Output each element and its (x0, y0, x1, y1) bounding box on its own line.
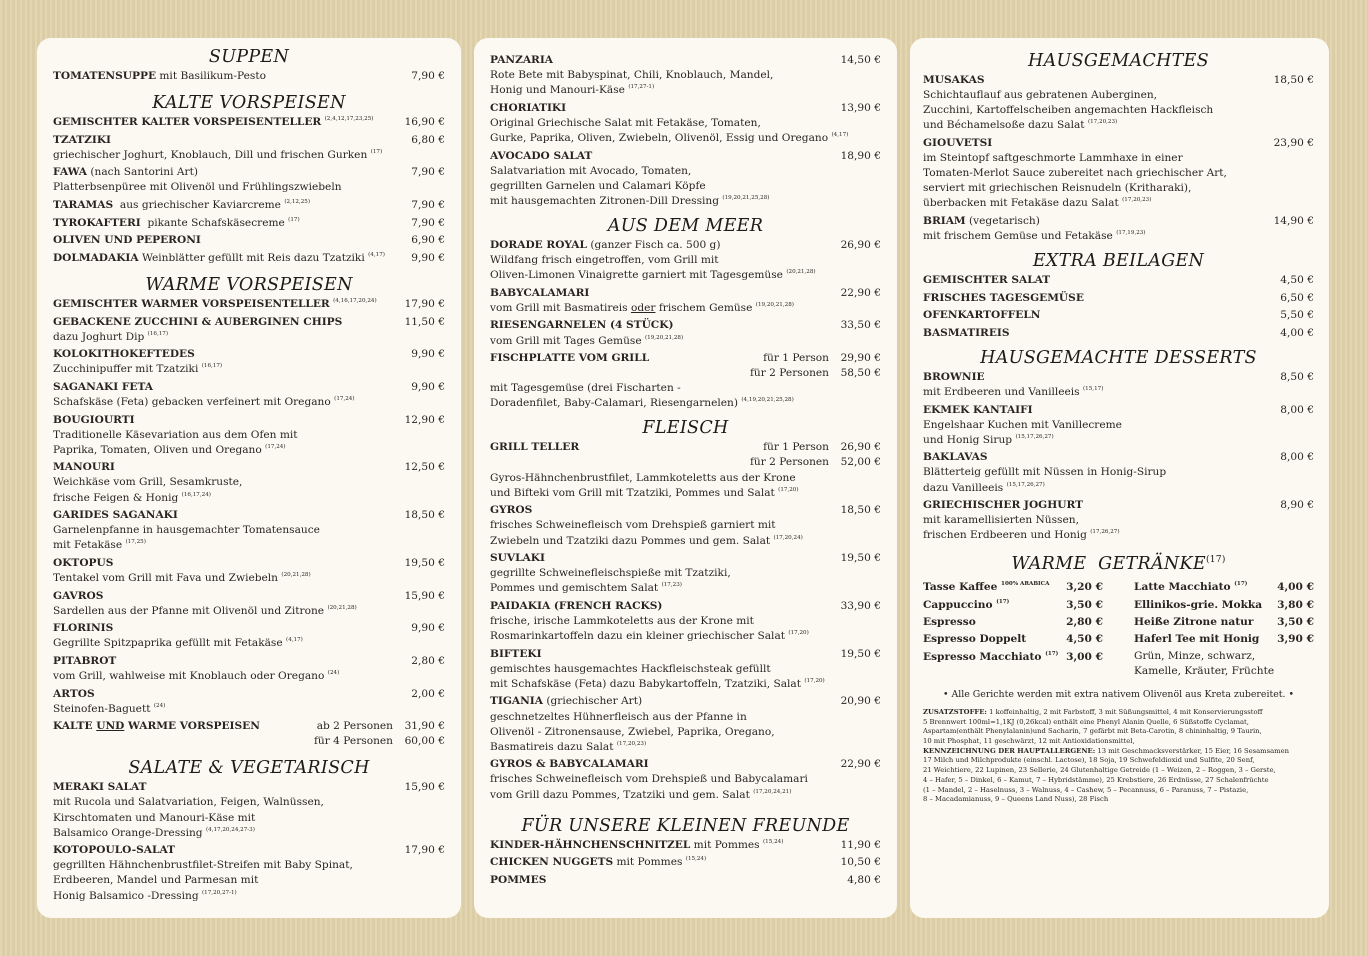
menu-item: TIGANIA (griechischer Art) geschnetzeltes Hühnerfleisch aus der Pfanne in Olivenöl - Zitronensause, Zwiebel, Paprika, Oregano, Basmatireis dazu Salat $^{(17,20,23)}$ 20,90 € (490, 695, 881, 753)
menu-item: GEMISCHTER WARMER VORSPEISENTELLER $^{(4,16,17,20,24)}$ 17,90 € (53, 297, 445, 310)
menu-item: GEMISCHTER SALAT 4,50 € (923, 274, 1314, 287)
item-price: 7,90 € (411, 70, 445, 82)
menu-column-2 (474, 38, 897, 918)
menu-item: KALTE UND WARME VORSPEISEN ab 2 Personen 31,90 € für 4 Personen 60,00 € (53, 720, 445, 748)
menu-item: TARAMAS aus griechischer Kaviarcreme $^{(2,12,25)}$ 7,90 € (53, 199, 445, 212)
section-title-meer: AUS DEM MEER (607, 215, 764, 236)
menu-item: BIFTEKI gemischtes hausgemachtes Hackfleischsteak gefüllt mit Schafskäse (Feta) dazu Babykartoffeln, Tzatziki, Salat $^{(17,20)}$ 19,50 € (490, 647, 881, 690)
menu-item: BASMATIREIS 4,00 € (923, 326, 1314, 339)
section-title-hausgemachtes: HAUSGEMACHTES (1028, 51, 1209, 71)
drinks-list: Tasse Kaffee $^{100\% ARABICA}$ 3,20 € Cappuccino $^{(17)}$ 3,50 € Espresso 2,80 € Espresso Doppelt 4,50 € Espresso Macchiato $^{(17)}$ 3,00 € Latte Macchiato $^{(17)}$ 4,00 € Ellinikos-grie. Mokka 3,80 € Heiße Zitrone natur 3,50 € Haferl Tee mit Honig 3,90 € Grün, Minze, schwarz, Kamelle, Kräuter, Früchte (923, 581, 1314, 677)
menu-item: BOUGIOURTI Traditionelle Käsevariation aus dem Ofen mit Paprika, Tomaten, Oliven und Oregano $^{(17,24)}$ 12,90 € (53, 413, 445, 456)
menu-item: KOLOKITHOKEFTEDES Zucchinipuffer mit Tzatziki $^{(16,17)}$ 9,90 € (53, 348, 445, 376)
menu-item: OLIVEN UND PEPERONI 6,90 € (53, 234, 445, 247)
menu-item: FRISCHES TAGESGEMÜSE 6,50 € (923, 291, 1314, 304)
menu-item: GRIECHISCHER JOGHURT mit karamellisierten Nüssen, frischen Erdbeeren und Honig $^{(17,26,27)}$ 8,90 € (923, 499, 1314, 542)
menu-item: TZATZIKI griechischer Joghurt, Knoblauch, Dill und frischen Gurken $^{(17)}$ 6,80 € (53, 133, 445, 161)
menu-item: ARTOS Steinofen-Baguett $^{(24)}$ 2,00 € (53, 687, 445, 715)
menu-item: PITABROT vom Grill, wahlweise mit Knoblauch oder Oregano $^{(24)}$ 2,80 € (53, 655, 445, 683)
menu-item: FISCHPLATTE VOM GRILL für 1 Person 29,90 € für 2 Personen 58,50 € mit Tagesgemüse (drei Fischarten - Doradenfilet, Baby-Calamari, Riesengarnelen) $^{(4,19,20,21,25,28)}$ (490, 352, 881, 410)
menu-item: BRIAM (vegetarisch) mit frischem Gemüse und Fetakäse $^{(17,19,23)}$ 14,90 € (923, 214, 1314, 242)
menu-item: DOLMADAKIA Weinblätter gefüllt mit Reis dazu Tzatziki $^{(4,17)}$ 9,90 € (53, 251, 445, 264)
menu-item: AVOCADO SALAT Salatvariation mit Avocado, Tomaten, gegrillten Garnelen und Calamari Köpfe mit hausgemachten Zitronen-Dill Dressing $^{(19,20,21,25,28)}$ 18,90 € (490, 149, 881, 207)
drink-item: Latte Macchiato $^{(17)}$ 4,00 € (1134, 581, 1314, 594)
menu-item: DORADE ROYAL (ganzer Fisch ca. 500 g) Wildfang frisch eingetroffen, vom Grill mit Oliven-Limonen Vinaigrette garniert mit Tagesgemüse $^{(20,21,28)}$ 26,90 € (490, 238, 881, 282)
section-title-kinder: FÜR UNSERE KLEINEN FREUNDE (521, 815, 850, 836)
drink-item: Ellinikos-grie. Mokka 3,80 € (1134, 598, 1314, 611)
menu-item: FLORINIS Gegrillte Spitzpaprika gefüllt mit Fetakäse $^{(4,17)}$ 9,90 € (53, 622, 445, 650)
menu-item: SUVLAKI gegrillte Schweinefleischspieße mit Tzatziki, Pommes und gemischtem Salat $^{(17,23)}$ 19,50 € (490, 552, 881, 595)
menu-item: GEMISCHTER KALTER VORSPEISENTELLER $^{(2,4,12,17,23,25)}$ 16,90 € (53, 116, 445, 129)
section-title-kalte: KALTE VORSPEISEN (152, 93, 346, 114)
menu-item: BAKLAVAS Blätterteig gefüllt mit Nüssen in Honig-Sirup dazu Vanilleeis $^{(15,17,26,27)}$ 8,00 € (923, 451, 1314, 494)
menu-item: GARIDES SAGANAKI Garnelenpfanne in hausgemachter Tomatensauce mit Fetakäse $^{(17,25)}$ 18,50 € (53, 509, 445, 552)
drink-item: Cappuccino $^{(17)}$ 3,50 € (923, 598, 1103, 611)
menu-column-1 (37, 38, 461, 918)
section-title-suppen: SUPPEN (208, 47, 290, 67)
menu-item: GRILL TELLER für 1 Person 26,90 € für 2 Personen 52,00 € Gyros-Hähnchenbrustfilet, Lammkoteletts aus der Krone und Bifteki vom Grill mit Tzatziki, Pommes und Salat $^{(17,20)}$ (490, 441, 881, 499)
menu-item: CHORIATIKI Original Griechische Salat mit Fetakäse, Tomaten, Gurke, Paprika, Oliven, Zwiebeln, Olivenöl, Essig und Oregano $^{(4,17)}$ 13,90 € (490, 101, 881, 144)
menu-item: TOMATENSUPPE mit Basilikum-Pesto 7,90 € (53, 69, 445, 84)
section-title-getraenke: WARME GETRÄNKE$^{(17)}$ (1011, 554, 1226, 575)
menu-item: GYROS frisches Schweinefleisch vom Drehspieß garniert mit Zwiebeln und Tzatziki dazu Pommes und gem. Salat $^{(17,20,24)}$ 18,50 € (490, 504, 881, 547)
section-title-salate: SALATE & VEGETARISCH (128, 758, 370, 779)
menu-item: CHICKEN NUGGETS mit Pommes $^{(15,24)}$ 10,50 € (490, 856, 881, 869)
menu-item: KOTOPOULO-SALAT gegrillten Hähnchenbrustfilet-Streifen mit Baby Spinat, Erdbeeren, Mandel und Parmesan mit Honig Balsamico -Dressing $^{(17,20,27-1)}$ 17,90 € (53, 844, 445, 902)
menu-item: RIESENGARNELEN (4 STÜCK) vom Grill mit Tages Gemüse $^{(19,20,21,28)}$ 33,50 € (490, 319, 881, 347)
menu-column-3 (910, 38, 1329, 918)
menu-item: GYROS & BABYCALAMARI frisches Schweinefleisch vom Drehspieß und Babycalamari vom Grill dazu Pommes, Tzatziki und gem. Salat $^{(17,20,24,21)}$ 22,90 € (490, 758, 881, 801)
menu-item: OFENKARTOFFELN 5,50 € (923, 309, 1314, 322)
drink-item: Espresso Doppelt 4,50 € (923, 633, 1103, 646)
menu-item: SAGANAKI FETA Schafskäse (Feta) gebacken verfeinert mit Oregano $^{(17,24)}$ 9,90 € (53, 380, 445, 408)
menu-item: FAWA (nach Santorini Art) Platterbsenpüree mit Olivenöl und Frühlingszwiebeln 7,90 € (53, 166, 445, 194)
menu-item: GIOUVETSI im Steintopf saftgeschmorte Lammhaxe in einer Tomaten-Merlot Sauce zubereitet nach griechischer Art, serviert mit griechischen Reisnudeln (Kritharaki), überbacken mit Fetakäse dazu Salat $^{(17,20,23)}$ 23,90 € (923, 136, 1314, 210)
menu-item: MUSAKAS Schichtauflauf aus gebratenen Auberginen, Zucchini, Kartoffelscheiben angemachten Hackfleisch und Béchamelsoße dazu Salat $^{(17,20,23)}$ 18,50 € (923, 74, 1314, 132)
menu-item: KINDER-HÄHNCHENSCHNITZEL mit Pommes $^{(15,24)}$ 11,90 € (490, 838, 881, 851)
drink-item: Espresso 2,80 € (923, 616, 1103, 629)
drink-item: Haferl Tee mit Honig 3,90 € (1134, 633, 1314, 646)
menu-item: GAVROS Sardellen aus der Pfanne mit Olivenöl und Zitrone $^{(20,21,28)}$ 15,90 € (53, 589, 445, 617)
section-title-beilagen: EXTRA BEILAGEN (1032, 251, 1205, 272)
menu-item: BROWNIE mit Erdbeeren und Vanilleeis $^{(15,17)}$ 8,50 € (923, 370, 1314, 398)
menu-item: EKMEK KANTAIFI Engelshaar Kuchen mit Vanillecreme und Honig Sirup $^{(15,17,26,27)}$ 8,00 € (923, 403, 1314, 446)
section-title-desserts: HAUSGEMACHTE DESSERTS (980, 347, 1257, 368)
additives-allergens: ZUSATZSTOFFE: 1 koffeinhaltig, 2 mit Farbstoff, 3 mit Süßungsmittel, 4 mit Konservierungsstoff 5 Brennwert 100ml=1,1KJ (0,26kcal) enthält eine Phenyl Alanin Quelle, 6 Süßstoffe Cyclamat, Aspartam(enthält Phenylalanin)und Sacharin, 7 gefärbt mit Beta-Carotin, 8 chininhaltig, 9 Taurin, 10 mit Phosphat, 11 geschwärzt, 12 mit Antioxidationsmittel, KENNZEICHNUNG DER HAUPTALLERGENE: 13 mit Geschmacksverstärker, 15 Eier, 16 Sesamsamen 17 Milch und Milchprodukte (einschl. Lactose), 18 Soja, 19 Schwefeldioxid und Sulfite, 20 Senf, 21 Weichtiere, 22 Lupinen, 23 Sellerie, 24 Glutenhaltige Getreide (1 – Weizen, 2 – Roggen, 3 – Gerste, 4 – Hafer, 5 – Dinkel, 6 – Kamut, 7 – Hybridstämme), 25 Krebstiere, 26 Erdnüsse, 27 Schalenfrüchte (1 – Mandel, 2 – Haselnuss, 3 – Walnuss, 4 – Cashew, 5 – Pecannuss, 6 – Paranuss, 7 – Pistazie, 8 – Macadamianuss, 9 – Queens Land Nuss), 28 Fisch (923, 707, 1290, 804)
drink-item: Espresso Macchiato $^{(17)}$ 3,00 € (923, 650, 1103, 663)
olive-oil-note: • Alle Gerichte werden mit extra nativem Olivenöl aus Kreta zubereitet. • (942, 688, 1295, 700)
drink-item: Heiße Zitrone natur 3,50 € (1134, 616, 1314, 629)
menu-item: OKTOPUS Tentakel vom Grill mit Fava und Zwiebeln $^{(20,21,28)}$ 19,50 € (53, 556, 445, 585)
section-title-fleisch: FLEISCH (642, 418, 729, 439)
menu-item: PAIDAKIA (FRENCH RACKS) frische, irische Lammkoteletts aus der Krone mit Rosmarinkartoffeln dazu ein kleiner griechischer Salat $^{(17,20)}$ 33,90 € (490, 599, 881, 643)
menu-item: PANZARIA Rote Bete mit Babyspinat, Chili, Knoblauch, Mandel, Honig und Manouri-Käse $^{(17,27-1)}$ 14,50 € (490, 54, 881, 97)
menu-item: MERAKI SALAT mit Rucola und Salatvariation, Feigen, Walnüssen, Kirschtomaten und Manouri-Käse mit Balsamico Orange-Dressing $^{(4,17,20,24,27-3)}$ 15,90 € (53, 781, 445, 839)
menu-item: GEBACKENE ZUCCHINI & AUBERGINEN CHIPS dazu Joghurt Dip $^{(16,17)}$ 11,50 € (53, 315, 445, 343)
section-title-warme: WARME VORSPEISEN (145, 274, 353, 295)
menu-item: MANOURI Weichkäse vom Grill, Sesamkruste, frische Feigen & Honig $^{(16,17,24)}$ 12,50 € (53, 461, 445, 504)
drink-item: Tasse Kaffee $^{100\% ARABICA}$ 3,20 € (923, 581, 1103, 594)
menu-item: BABYCALAMARI vom Grill mit Basmatireis oder frischem Gemüse $^{(19,20,21,28)}$ 22,90 € (490, 286, 881, 314)
menu-item: TYROKAFTERI pikante Schafskäsecreme $^{(17)}$ 7,90 € (53, 216, 445, 229)
menu-item: POMMES 4,80 € (490, 873, 881, 886)
